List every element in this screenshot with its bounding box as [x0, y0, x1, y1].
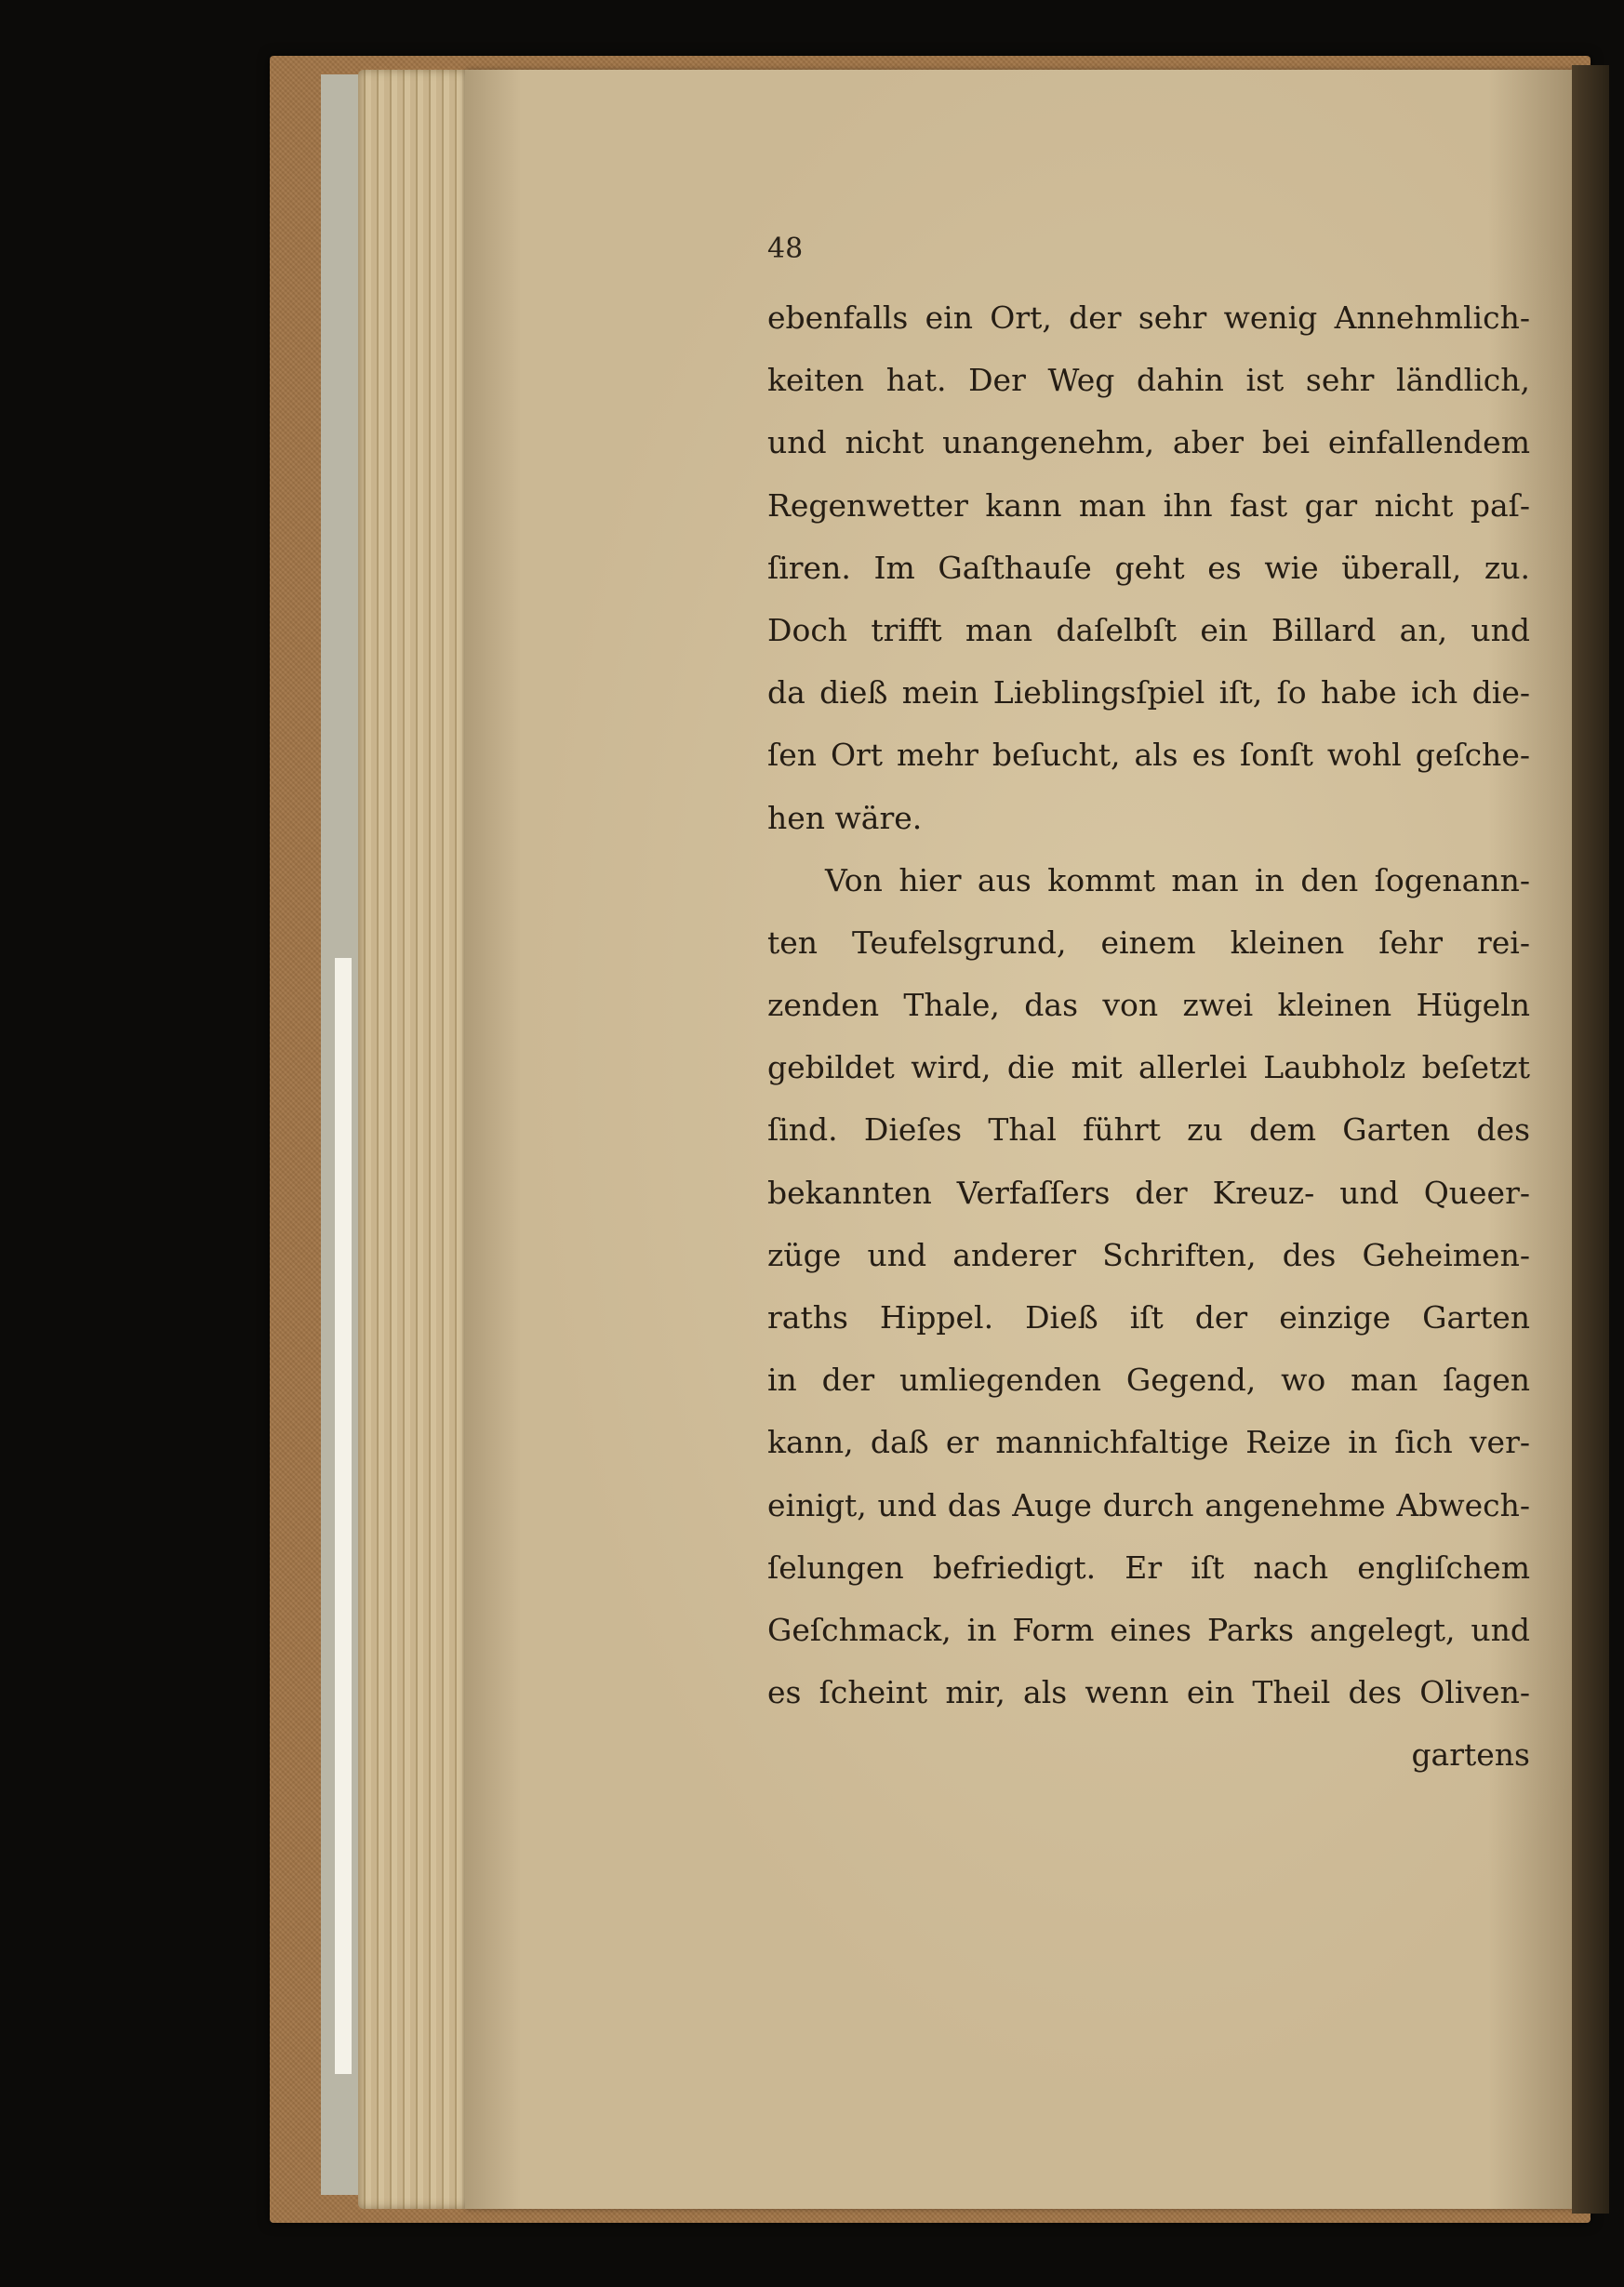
- text-line: bekannten Verfaſſers der Kreuz- und Queer-: [767, 1174, 1530, 1211]
- text-line: züge und anderer Schriften, des Geheimen-: [767, 1236, 1530, 1273]
- text-line: kann, daß er mannichfaltige Reize in ſich ver-: [767, 1424, 1530, 1461]
- text-line: gebildet wird, die mit allerlei Laubholz beſetzt: [767, 1049, 1530, 1086]
- text-line: Von hier aus kommt man in den ſogenann-: [825, 861, 1530, 898]
- text-line: es ſcheint mir, als wenn ein Theil des Oliven-: [767, 1674, 1530, 1711]
- text-line: Regenwetter kann man ihn fast gar nicht paſ-: [767, 486, 1530, 524]
- text-line: hen wäre.: [767, 799, 923, 836]
- page-number: 48: [767, 233, 804, 265]
- text-line: da dieß mein Lieblingsſpiel iſt, ſo habe ich die-: [767, 674, 1530, 711]
- book-gutter: [1572, 65, 1609, 2214]
- text-line: ſind. Dieſes Thal führt zu dem Garten des: [767, 1111, 1530, 1149]
- text-block: [767, 286, 1530, 1787]
- catchword: gartens: [1411, 1736, 1530, 1774]
- text-line: und nicht unangenehm, aber bei einfallendem: [767, 424, 1530, 461]
- paper-strip: [335, 958, 352, 2074]
- text-line: ebenfalls ein Ort, der sehr wenig Annehmlich-: [767, 299, 1530, 336]
- text-line: Doch trifft man daſelbſt ein Billard an, und: [767, 611, 1530, 648]
- text-line: raths Hippel. Dieß iſt der einzige Garten: [767, 1299, 1530, 1336]
- text-line: in der umliegenden Gegend, wo man ſagen: [767, 1362, 1530, 1399]
- text-line: keiten hat. Der Weg dahin ist sehr ländlich,: [767, 362, 1530, 399]
- text-line: zenden Thale, das von zwei kleinen Hügeln: [767, 987, 1530, 1024]
- text-line: Geſchmack, in Form eines Parks angelegt, und: [767, 1611, 1530, 1648]
- text-line: einigt, und das Auge durch angenehme Abwech-: [767, 1486, 1530, 1523]
- text-line: ſen Ort mehr beſucht, als es ſonſt wohl geſche-: [767, 737, 1530, 774]
- text-line: ſelungen befriedigt. Er iſt nach engliſchem: [767, 1549, 1530, 1586]
- text-line: ſiren. Im Gaſthauſe geht es wie überall, zu.: [767, 549, 1530, 586]
- text-line: ten Teufelsgrund, einem kleinen ſehr rei-: [767, 924, 1530, 961]
